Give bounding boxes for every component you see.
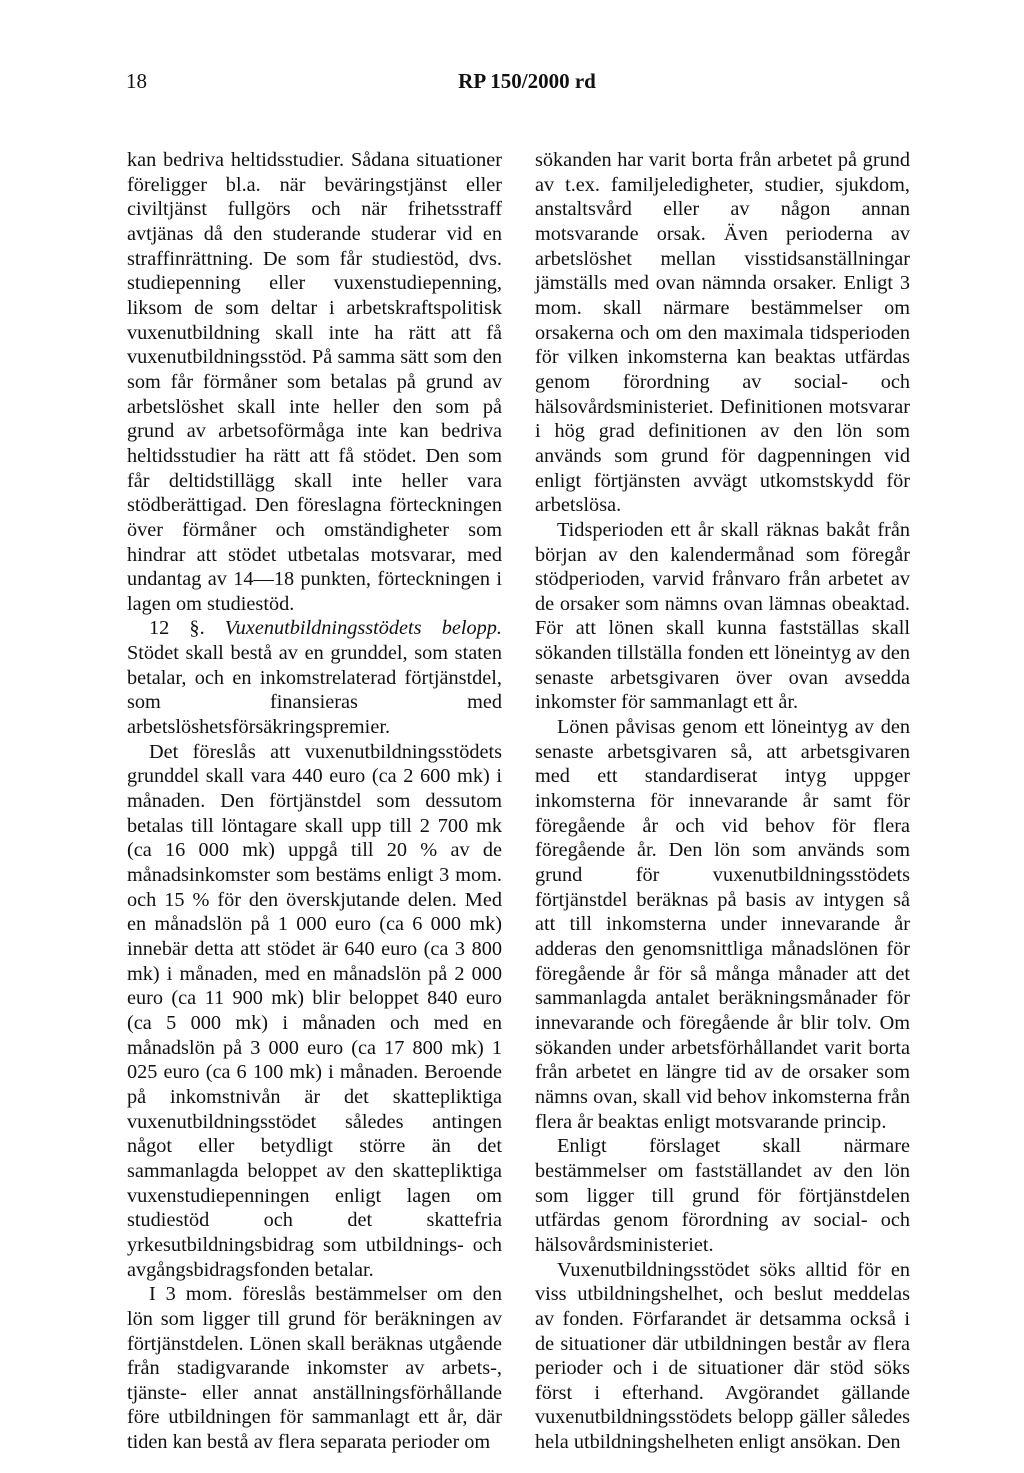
- right-paragraph-4: Enligt förslaget skall närmare bestämmelser om fastställandet av den lön som ligger till grund för förtjänstdelen utfärdas genom förordning av social- och hälsovårdsministeriet.: [535, 1135, 910, 1256]
- right-column: [535, 148, 910, 1455]
- right-paragraph-5: Vuxenutbildningsstödet söks alltid för en viss utbildningshelhet, och beslut meddelas av fonden. Förfarandet är detsamma också i de situationer där utbildningen består av flera perioder och i de situationer där stöd söks först i efterhand. Avgörandet gällande vuxenutbildningsstödets belopp gäller således hela utbildningshelheten enligt ansökan. Den: [535, 1258, 910, 1454]
- left-paragraph-3: Det föreslås att vuxenutbildningsstödets grunddel skall vara 440 euro (ca 2 600 mk) i månaden. Den förtjänstdel som dessutom betalas till löntagare skall upp till 2 700 mk (ca 16 000 mk) uppgå till 20 % av de månadsinkomster som bestäms enligt 3 mom. och 15 % för den överskjutande delen. Med en månadslön på 1 000 euro (ca 6 000 mk) innebär detta att stödet är 640 euro (ca 3 800 mk) i månaden, med en månadslön på 2 000 euro (ca 11 900 mk) blir beloppet 840 euro (ca 5 000 mk) i månaden och med en månadslön på 3 000 euro (ca 17 800 mk) 1 025 euro (ca 6 100 mk) i månaden. Beroende på inkomstnivån är det skattepliktiga vuxenutbildningsstödet således antingen något eller betydligt större än det sammanlagda beloppet av den skattepliktiga vuxenstudiepenningen enligt lagen om studiestöd och det skattefria yrkesutbildningsbidrag som utbildnings- och avgångsbidragsfonden betalar.: [127, 740, 502, 1281]
- left-column: [127, 148, 502, 1455]
- left-paragraph-section-12: [127, 616, 502, 739]
- section-number: 12 §.: [149, 617, 205, 640]
- right-paragraph-1: sökanden har varit borta från arbetet på grund av t.ex. familjeledigheter, studier, sjukdom, anstaltsvård eller av någon annan motsvarande orsak. Även perioderna av arbetslöshet mellan visstidsanställningar jämställs med ovan nämnda orsaker. Enligt 3 mom. skall närmare bestämmelser om orsakerna och om den maximala tidsperioden för vilken inkomsterna kan beaktas utfärdas genom förordning av social- och hälsovårdsministeriet. Definitionen motsvarar i hög grad definitionen av den lön som används som grund för dagpenningen vid enligt förtjänsten avvägt utkomstskydd för arbetslösa.: [535, 149, 910, 517]
- left-paragraph-1: kan bedriva heltidsstudier. Sådana situationer föreligger bl.a. när beväringstjänst eller civiltjänst fullgörs och när frihetsstraff avtjänas då den studerande studerar vid en straffinrättning. De som får studiestöd, dvs. studiepenning eller vuxenstudiepenning, liksom de som deltar i arbetskraftspolitisk vuxenutbildning skall inte ha rätt att få vuxenutbildningsstöd. På samma sätt som den som får förmåner som betalas på grund av arbetslöshet skall inte heller den som på grund av arbetsoförmåga inte kan bedriva heltidsstudier ha rätt att få stödet. Den som får deltidstillägg skall inte heller vara stödberättigad. Den föreslagna förteckningen över förmåner och omständigheter som hindrar att stödet utbetalas motsvarar, med undantag av 14—18 punkten, förteckningen i lagen om studiestöd.: [127, 149, 502, 615]
- section-text: Stödet skall bestå av en grunddel, som staten betalar, och en inkomstrelaterad förtjänstdel, som finansieras med arbetslöshetsförsäkringspremier.: [127, 642, 502, 739]
- section-title: Vuxenutbildningsstödets belopp.: [224, 617, 502, 640]
- right-paragraph-3: Lönen påvisas genom ett löneintyg av den senaste arbetsgivaren så, att arbetsgivaren med ett standardiserat intyg uppger inkomsterna för innevarande år samt för föregående år och vid behov för flera föregående år. Den lön som används som grund för vuxenutbildningsstödets förtjänstdel beräknas på basis av intygen så att till inkomsterna under innevarande år adderas den genomsnittliga månadslönen för föregående år för så många månader att det sammanlagda antalet beräkningsmånader för innevarande och föregående år blir tolv. Om sökanden under arbetsförhållandet varit borta från arbetet en längre tid av de orsaker som nämns ovan, skall vid behov inkomsterna från flera år beaktas enligt motsvarande princip.: [535, 716, 910, 1133]
- running-head: RP 150/2000 rd: [458, 69, 596, 93]
- left-paragraph-4: I 3 mom. föreslås bestämmelser om den lön som ligger till grund för beräkningen av förtjänstdelen. Lönen skall beräknas utgående från stadigvarande inkomster av arbets-, tjänste- eller annat anställningsförhållande före utbildningen för sammanlagt ett år, där tiden kan bestå av flera separata perioder om: [127, 1283, 502, 1454]
- page-number: 18: [126, 69, 147, 93]
- right-paragraph-2: Tidsperioden ett år skall räknas bakåt från början av den kalendermånad som föregår stödperioden, varvid frånvaro från arbetet av de orsaker som nämns ovan lämnas obeaktad. För att lönen skall kunna fastställas skall sökanden tillställa fonden ett löneintyg av den senaste arbetsgivaren över ovan avsedda inkomster för sammanlagt ett år.: [535, 518, 910, 714]
